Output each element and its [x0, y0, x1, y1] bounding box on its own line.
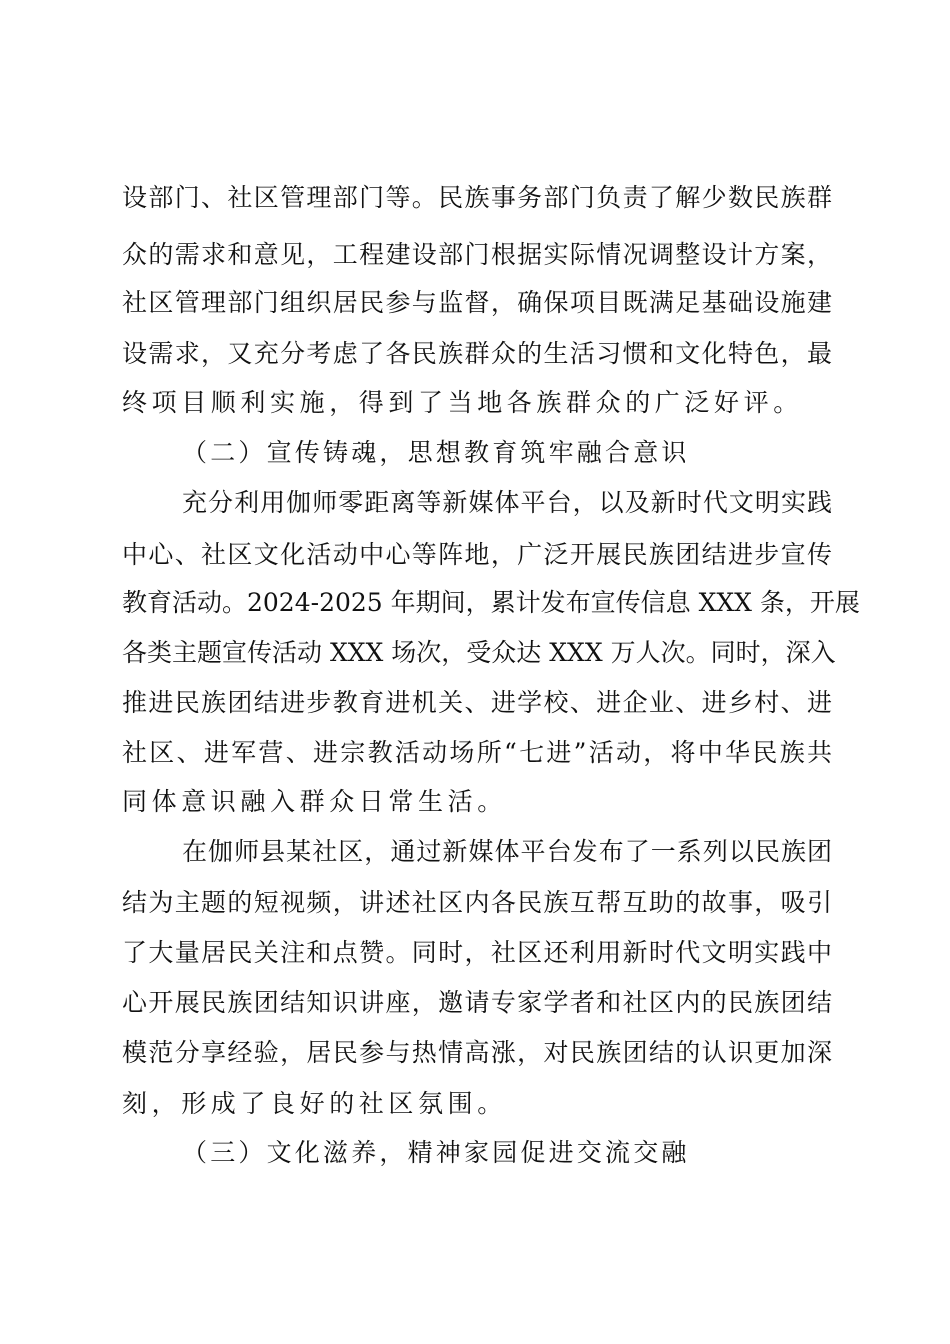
text-line: 充分利用伽师零距离等新媒体平台，以及新时代文明实践 [182, 488, 832, 517]
text-line: 结为主题的短视频，讲述社区内各民族互帮互助的故事，吸引 [122, 888, 832, 917]
text-line: 社区管理部门组织居民参与监督，确保项目既满足基础设施建 [122, 288, 832, 317]
section-heading-2: （二）宣传铸魂，思想教育筑牢融合意识 [182, 438, 690, 467]
text-line: 众的需求和意见，工程建设部门根据实际情况调整设计方案， [122, 240, 832, 269]
text-line: 各类主题宣传活动 XXX 场次，受众达 XXX 万人次。同时，深入 [122, 638, 836, 667]
text-line: 终项目顺利实施，得到了当地各族群众的广泛好评。 [122, 388, 803, 417]
text-line: 刻，形成了良好的社区氛围。 [122, 1089, 507, 1118]
text-line: 同体意识融入群众日常生活。 [122, 787, 507, 816]
text-line: 在伽师县某社区，通过新媒体平台发布了一系列以民族团 [182, 837, 832, 866]
text-line: 中心、社区文化活动中心等阵地，广泛开展民族团结进步宣传 [122, 540, 832, 569]
section-heading-3: （三）文化滋养，精神家园促进交流交融 [182, 1138, 690, 1167]
text-line: 了大量居民关注和点赞。同时，社区还利用新时代文明实践中 [122, 938, 832, 967]
text-line: 心开展民族团结知识讲座，邀请专家学者和社区内的民族团结 [122, 988, 832, 1017]
text-line: 教育活动。2024-2025 年期间，累计发布宣传信息 XXX 条，开展 [122, 588, 860, 617]
text-line: 设需求，又充分考虑了各民族群众的生活习惯和文化特色，最 [122, 339, 832, 368]
text-line: 推进民族团结进步教育进机关、进学校、进企业、进乡村、进 [122, 688, 832, 717]
text-line: 模范分享经验，居民参与热情高涨，对民族团结的认识更加深 [122, 1038, 832, 1067]
text-line: 设部门、社区管理部门等。民族事务部门负责了解少数民族群 [122, 183, 832, 212]
text-line: 社区、进军营、进宗教活动场所“七进”活动，将中华民族共 [122, 738, 832, 767]
